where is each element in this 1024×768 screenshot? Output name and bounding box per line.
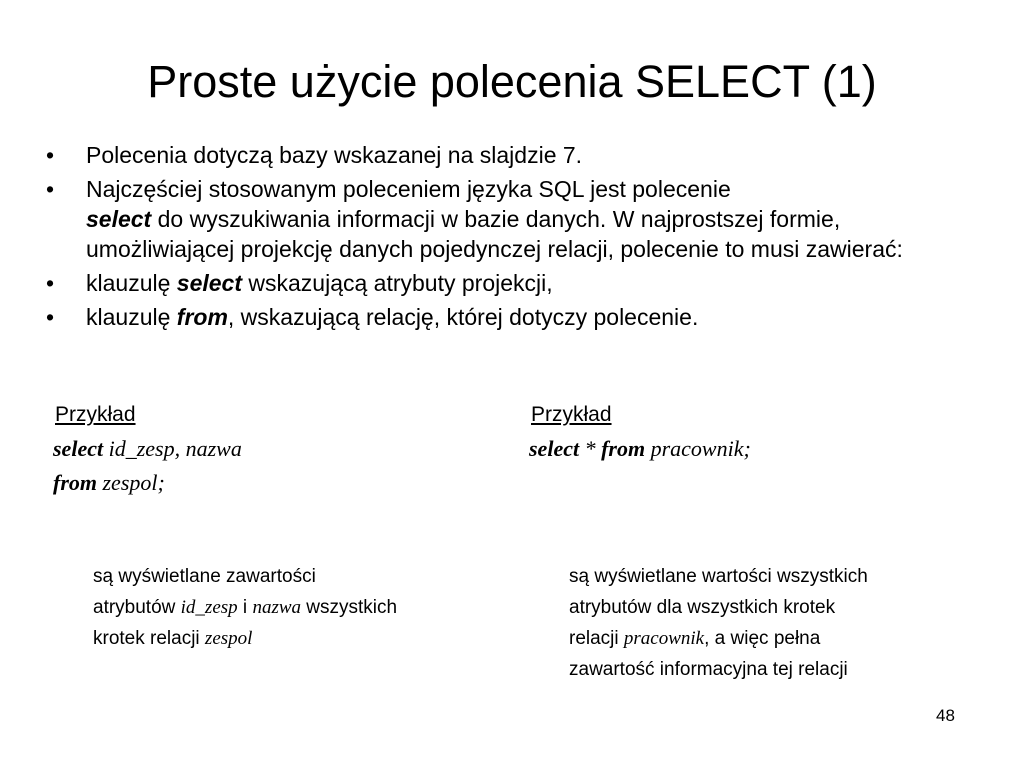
bullet-text: Najczęściej stosowanym poleceniem języka SQL jest polecenie (86, 176, 731, 202)
desc-text: atrybutów (93, 597, 181, 618)
keyword-select: select (529, 436, 580, 461)
bullet-item (46, 268, 976, 298)
desc-line (93, 592, 397, 623)
code-star: * (579, 436, 602, 461)
bullet-item (46, 302, 976, 332)
example-right-heading: Przykład (531, 403, 612, 426)
desc-line (569, 592, 868, 623)
bullet-text: do wyszukiwania informacji w bazie danych. W najprostszej formie, umożliwiającej projekcję danych pojedynczej relacji, polecenie to musi zawierać: (86, 206, 903, 262)
page-number: 48 (936, 706, 955, 725)
desc-line (93, 623, 397, 654)
keyword-from: from (601, 436, 646, 461)
keyword-select: select (86, 206, 152, 232)
code-columns: id_zesp, nazwa (103, 436, 242, 461)
desc-line (569, 623, 868, 654)
bullet-marker: • (46, 304, 55, 330)
example-right-description (569, 561, 868, 685)
desc-text: , a więc pełna (704, 628, 821, 649)
bullet-text: , wskazującą relację, której dotyczy polecenie. (227, 304, 699, 330)
desc-line (569, 654, 868, 685)
bullet-item (46, 174, 976, 264)
desc-text: są wyświetlane zawartości (93, 566, 316, 587)
desc-relation: zespol (204, 628, 253, 649)
slide-title: Proste użycie polecenia SELECT (1) (147, 56, 877, 107)
bullet-text: Polecenia dotyczą bazy wskazanej na slajdzie 7. (86, 142, 583, 168)
example-left-heading: Przykład (55, 403, 136, 426)
desc-text: są wyświetlane wartości wszystkich (569, 566, 868, 587)
keyword-select: select (176, 270, 242, 296)
code-table: pracownik; (645, 436, 751, 461)
code-line-1 (529, 432, 751, 466)
keyword-select: select (53, 436, 104, 461)
bullet-marker: • (46, 176, 55, 202)
code-line-1 (53, 432, 242, 466)
example-left-code (53, 432, 242, 500)
desc-text: zawartość informacyjna tej relacji (569, 659, 848, 680)
code-table: zespol; (97, 470, 165, 495)
keyword-from: from (176, 304, 228, 330)
example-right-code (529, 432, 751, 466)
desc-attribute: nazwa (252, 597, 302, 618)
desc-text: wszystkich (301, 597, 398, 618)
desc-text: i (237, 597, 253, 618)
bullet-text: klauzulę (86, 304, 177, 330)
desc-text: krotek relacji (93, 628, 205, 649)
desc-line (93, 561, 397, 592)
desc-text: atrybutów dla wszystkich krotek (569, 597, 836, 618)
desc-attribute: id_zesp (180, 597, 238, 618)
bullet-text: klauzulę (86, 270, 177, 296)
bullet-text: wskazującą atrybuty projekcji, (242, 270, 553, 296)
desc-text: relacji (569, 628, 624, 649)
bullet-marker: • (46, 142, 55, 168)
code-line-2 (53, 466, 242, 500)
bullet-list (46, 140, 976, 336)
bullet-marker: • (46, 270, 55, 296)
keyword-from: from (53, 470, 97, 495)
example-left-description (93, 561, 397, 654)
bullet-item (46, 140, 976, 170)
desc-relation: pracownik (623, 628, 705, 649)
desc-line (569, 561, 868, 592)
